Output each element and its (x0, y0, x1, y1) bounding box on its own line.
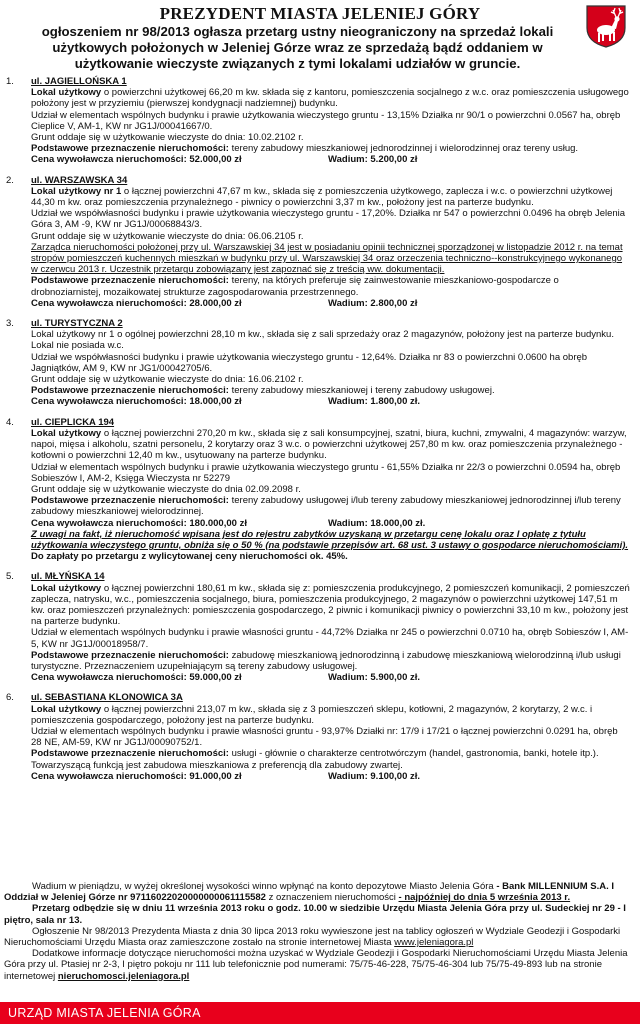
price-row (31, 396, 630, 407)
price-row (31, 771, 630, 782)
starting-price: Cena wywoławcza nieruchomości: 59.000,00 zł (31, 672, 242, 684)
deposit: Wadium: 5.900,00 zł. (328, 672, 421, 684)
payment-note: Do zapłaty po przetargu z wylicytowanej ceny nieruchomości ok. 45%. (31, 551, 348, 563)
starting-price: Cena wywoławcza nieruchomości: 52.000,00 zł (31, 154, 242, 166)
deposit: Wadium: 9.100,00 zł. (328, 770, 421, 782)
item-number: 2. (6, 174, 14, 186)
property-share: Udział we współwłasności budynku i prawie użytkowania wieczystego gruntu - 12,64%. Działka nr 83 o powierzchni 0.0600 ha obręb Jagniątków, AM 9, KW nr JG1/00042705/6. (31, 351, 588, 374)
property-share: Udział w elementach wspólnych budynku i prawie własności gruntu - 93,97% Działki nr: 17/9 i 17/21 o łącznej powierzchni 0.0291 ha, obręb 28 NE, AM-59, KW nr JG1J/00090752/1. (31, 725, 618, 749)
property-share: Udział w elementach wspólnych budynku i prawie użytkowania wieczystego gruntu - 13,15% Działka nr 90/1 o powierzchni 0.0567 ha, obręb Cieplice V, AM-1, KW nr JG1J/00041667/0. (31, 109, 621, 132)
city-office-band (0, 1002, 640, 1024)
property-item (0, 692, 640, 782)
property-purpose: Podstawowe przeznaczenie nieruchomości: tereny zabudowy usługowej i/lub tereny zabudowy mieszkaniowej jednorodzinnej i/lub tereny zabudowy mieszkaniowej wielorodzinnej. (31, 495, 621, 518)
deposit: Wadium: 5.200,00 zł (328, 154, 418, 166)
publication-info: Ogłoszenie Nr 98/2013 Prezydenta Miasta z dnia 30 lipca 2013 roku wywieszone jest na tablicy ogłoszeń w Wydziale Geodezji i Gospodarki Nieruchomościami Urzędu Miasta oraz zamieszczone zostało na stronie internetowej Miasta www.jeleniagora.pl (4, 925, 621, 949)
property-item (0, 571, 640, 683)
property-description: Lokal użytkowy o powierzchni użytkowej 66,20 m kw. składa się z kantoru, pomieszczenia socjalnego z w.c. oraz pomieszczenia usługowego położony jest w przyziemiu (pierwszej kondygnacji nadziemnej) budynku. (31, 87, 629, 110)
property-purpose: Podstawowe przeznaczenie nieruchomości: tereny zabudowy mieszkaniowej i tereny zabudowy usługowej. (31, 385, 495, 397)
price-row (31, 518, 630, 529)
property-lease-term: Grunt oddaje się w użytkowanie wieczyste do dnia: 10.02.2102 r. (31, 132, 304, 144)
property-item (0, 417, 640, 563)
property-description: Lokal użytkowy nr 1 o łącznej powierzchni 47,67 m kw., składa się z pomieszczenia użytkowego, zaplecza i w.c. o powierzchni użytkowej 44,30 m kw. oraz pomieszczenia przynależnego - piwnicy o powierzchni 3,37 m kw., położony jest na parterze budynku. (31, 185, 613, 209)
price-row (31, 672, 630, 683)
starting-price: Cena wywoławcza nieruchomości: 91.000,00 zł (31, 770, 242, 782)
real-estate-website-link[interactable]: nieruchomosci.jeleniagora.pl (57, 970, 190, 982)
property-purpose: Podstawowe przeznaczenie nieruchomości: usługi - głównie o charakterze centrotwórczym (handel, gastronomia, banki, hotele itp.). Towarzyszącą funkcją jest zabudowa mieszkaniowa z preferencją dla zabudowy zwartej. (31, 748, 599, 771)
property-technical-note: Zarządca nieruchomości położonej przy ul. Warszawskiej 34 jest w posiadaniu opinii technicznej sporządzonej w listopadzie 2012 r. na temat stropów pomieszczeń kuchennych mieszkań w budynku przy ul. Warszawskiej 34 oraz orzeczenia techniczno--konstrukcyjnego wykonanego w czerwcu 2013 r. Uczestnik przetargu zobowiązany jest zapoznać się z treścią ww. dokumentacji. (31, 241, 623, 276)
property-description: Lokal użytkowy o łącznej powierzchni 270,20 m kw., składa się z sali konsumpcyjnej, szatni, biura, kuchni, zmywalni, 4 magazynów: warzyw, napoi, mięsa i alkoholu, szatni personelu, 2 korytarzy oraz 3 w.c. o powierzchni użytkowej 257,80 m kw. oraz pomieszczenia przynależnego - kotłowni o powierzchni 12,40 m kw., usytuowany na parterze budynku. (31, 427, 627, 462)
property-purpose: Podstawowe przeznaczenie nieruchomości: tereny, na których preferuje się zainwestowanie mieszkaniowo-gospodarcze o drobnoziarnistej, mozaikowatej strukturze zagospodarowania przestrzennego. (31, 275, 559, 298)
property-purpose: Podstawowe przeznaczenie nieruchomości: tereny zabudowy mieszkaniowej jednorodzinnej i wielorodzinnej oraz tereny usług. (31, 143, 579, 155)
property-street: ul. WARSZAWSKA 34 (31, 174, 128, 186)
property-description: Lokal użytkowy nr 1 o ogólnej powierzchni 28,10 m kw., składa się z sali sprzedaży oraz 2 magazynów, położony jest na parterze budynku. Lokal nie posiada w.c. (31, 329, 614, 352)
property-lease-term: Grunt oddaje się w użytkowanie wieczyste do dnia: 06.06.2105 r. (31, 230, 304, 242)
city-website-link[interactable]: www.jeleniagora.pl (394, 937, 474, 949)
property-share: Udział w elementach wspólnych budynku i prawie użytkowania wieczystego gruntu - 61,55% Działka nr 22/3 o powierzchni 0.0594 ha, obręb Sobieszów I, AM-2, Księga Wieczysta nr 52279 (31, 461, 621, 484)
property-street: ul. JAGIELLOŃSKA 1 (31, 76, 127, 87)
starting-price: Cena wywoławcza nieruchomości: 28.000,00 zł (31, 297, 242, 309)
auction-date: Przetarg odbędzie się w dniu 11 września 2013 roku o godz. 10.00 w siedzibie Urzędu Miasta Jelenia Góra przy ul. Sudeckiej nr 29 - I piętro, sala nr 13. (4, 903, 626, 926)
city-office-label: URZĄD MIASTA JELENIA GÓRA (8, 1006, 201, 1020)
item-number: 5. (6, 571, 14, 583)
deposit: Wadium: 1.800,00 zł. (328, 396, 421, 408)
property-street: ul. CIEPLICKA 194 (31, 416, 115, 428)
property-item (0, 175, 640, 309)
monument-discount-notice: Z uwagi na fakt, iż nieruchomość wpisana jest do rejestru zabytków uzyskaną w przetargu cenę lokalu oraz I opłatę z tytułu użytkowania wieczystego gruntu, obniża się o 50 % (na podstawie przepisów art. 68 ust. 3 ustawy o gospodarce nieruchomościami). (31, 528, 629, 551)
item-number: 3. (6, 318, 14, 330)
property-lease-term: Grunt oddaje się w użytkowanie wieczyste do dnia 02.09.2098 r. (31, 483, 301, 495)
property-street: ul. TURYSTYCZNA 2 (31, 318, 123, 330)
property-street: ul. SEBASTIANA KLONOWICA 3A (31, 692, 183, 704)
deposit: Wadium: 2.800,00 zł (328, 297, 418, 309)
property-list (0, 76, 640, 791)
deposit-instructions: Wadium w pieniądzu, w wyżej określonej wysokości winno wpłynąć na konto depozytowe Miasto Jelenia Góra - Bank MILLENNIUM S.A. I Oddział w Jeleniej Górze nr 97116022020000000061115582 z oznaczeniem nieruchomości - najpóźniej do dnia 5 września 2013 r. (4, 881, 615, 904)
property-item (0, 318, 640, 408)
property-lease-term: Grunt oddaje się w użytkowanie wieczyste do dnia: 16.06.2102 r. (31, 374, 304, 386)
price-row (31, 154, 630, 165)
announcement-subtitle: ogłoszeniem nr 98/2013 ogłasza przetarg ustny nieograniczony na sprzedaż lokali użytkowych położonych w Jeleniej Górze wraz ze sprzedażą bądź oddaniem w użytkowanie wieczyste związanych z tymi lokalami udziałów w gruncie. (41, 24, 554, 71)
property-purpose: Podstawowe przeznaczenie nieruchomości: zabudowę mieszkaniową jednorodzinną i zabudowę mieszkaniową wielorodzinną i/lub usługi turystyczne. Przeznaczeniem uzupełniającym są tereny zabudowy usługowej. (31, 649, 621, 672)
property-street: ul. MŁYŃSKA 14 (31, 571, 105, 583)
deposit: Wadium: 18.000,00 zł. (328, 517, 426, 529)
property-share: Udział we współwłasności budynku i prawie użytkowania wieczystego gruntu - 17,20%. Działka nr 547 o powierzchni 0.0496 ha obręb Jelenia Góra 3, AM -9, KW nr JG1J/00068843/3. (31, 208, 626, 231)
coat-of-arms-deer-icon (585, 4, 627, 48)
property-description: Lokal użytkowy o łącznej powierzchni 180,61 m kw., składa się z: pomieszczenia produkcyjnego, 2 pomieszczeń komunikacji, 2 pomieszczeń zaplecza, natrysku, w.c., pomieszczenia socjalnego, biura, pomieszczenia produkcyjnego, 2 magazynów o powierzchni użytkowej 147,51 m kw. oraz pomieszczeń przynależnych: pomieszczenia gospodarczego, 2 piwnic i komunikacji piwnicy o powierzchni 33,10 m kw., położony jest na parterze budynku. (31, 582, 630, 628)
price-row (31, 298, 630, 309)
property-item (0, 76, 640, 166)
item-number: 4. (6, 416, 14, 428)
item-number: 6. (6, 692, 14, 704)
starting-price: Cena wywoławcza nieruchomości: 180.000,00 zł (31, 517, 247, 529)
announcement-title: PREZYDENT MIASTA JELENIEJ GÓRY (159, 4, 481, 23)
item-number: 1. (6, 76, 14, 87)
property-share: Udział w elementach wspólnych budynku i prawie własności gruntu - 44,72% Działka nr 245 o powierzchni 0.0710 ha, obręb Sobieszów I, AM-5, KW nr JG1J/00018958/7. (31, 627, 629, 650)
announcement-footer (4, 881, 632, 982)
starting-price: Cena wywoławcza nieruchomości: 18.000,00 zł (31, 396, 242, 408)
contact-info: Dodatkowe informacje dotyczące nieruchomości można uzyskać w Wydziale Geodezji i Gospodarki Nieruchomościami Urzędu Miasta Jelenia Góra przy ul. Ptasiej nr 2-3, I piętro pokoju nr 111 lub telefonicznie pod numerami: 75/75-46-228, 75/75-46-304 lub 75/75-49-893 lub na stronie internetowej nieruchomosci.jeleniagora.pl (4, 948, 628, 982)
property-description: Lokal użytkowy o łącznej powierzchni 213,07 m kw., składa się z 3 pomieszczeń sklepu, kotłowni, 2 magazynów, 2 korytarzy, 2 w.c. i pomieszczenia gospodarczego, położony jest na parterze budynku. (31, 703, 593, 726)
